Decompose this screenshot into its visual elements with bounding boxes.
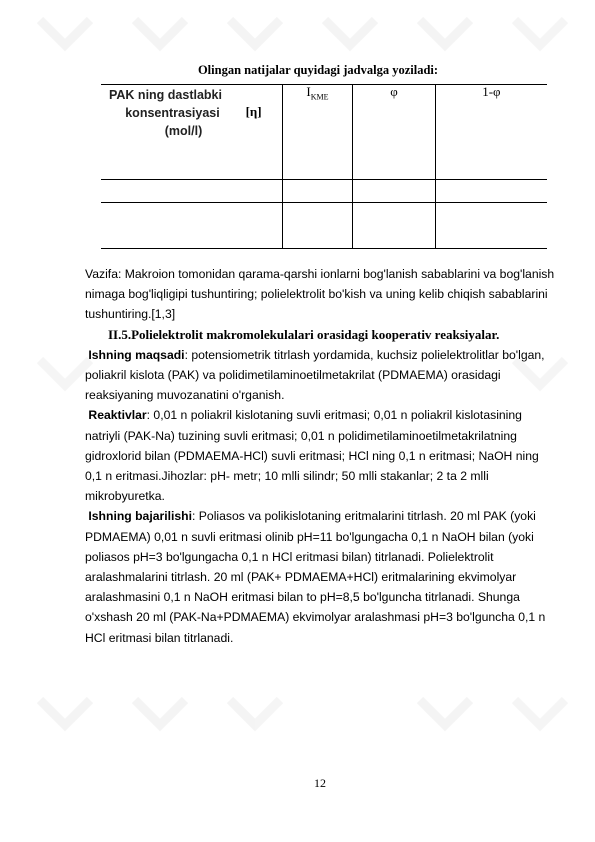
header-conc-line-2: konsentrasiyasi <box>125 106 220 120</box>
procedure-text: : Poliasos va polikislotaning eritmalarini titrlash. 20 ml PAK (yoki PDMAEMA) 0,01 n suvli eritmasi olinib pH=11 bo'lgungacha 0,1 n NaOH bilan (yoki poliasos pH=3 bo'lgungacha 0,1 n HCl eritmasi bilan) titrlanadi. Polielektrolit aralashmalarini titrlash. 20 ml (PAK+ PDMAEMA+HCl) eritmalarining ekvimolyar aralashmasini 0,1 n NaOH eritmasi bilan to pH=8,5 bo'lguncha titrlanadi. Shunga o'xshash 20 ml (PAK-Na+PDMAEMA) ekvimolyar aralashmasi pH=3 bo'lguncha 0,1 n HCl eritmasi bilan titrlanadi. <box>85 509 546 645</box>
table-caption: Olingan natijalar quyidagi jadvalga yoziladi: <box>197 63 439 77</box>
table-cell <box>435 202 547 248</box>
table-cell <box>435 179 547 202</box>
table-cell <box>101 202 282 248</box>
table-row <box>101 179 547 202</box>
purpose-paragraph <box>85 345 555 406</box>
table-cell <box>282 179 353 202</box>
table-cell <box>353 179 435 202</box>
table-header-row <box>101 84 547 179</box>
purpose-label: Ishning maqsadi <box>88 347 185 362</box>
header-i-base: I <box>306 84 311 99</box>
header-one-minus-phi: 1-φ <box>435 84 547 179</box>
header-conc-line-3: (mol/l) <box>164 124 203 138</box>
results-table <box>101 84 547 249</box>
reagents-label: Reaktivlar <box>88 408 147 423</box>
body-text <box>85 264 555 648</box>
header-i-sub: KME <box>310 92 329 102</box>
table-cell <box>101 179 282 202</box>
reagents-text: : 0,01 n poliakril kislotaning suvli eritmasi; 0,01 n poliakril kislotasining natriyli (PAK-Na) tuzining suvli eritmasi; 0,01 n polidimetilaminoetilmetakrilatning gidroxlorid bilan (PDMAEMA-HCl) suvli eritmasi; HCl ning 0,1 n eritmasi; NaOH ning 0,1 n eritmasi.Jihozlar: pH- metr; 10 mlli silindr; 50 mlli stakanlar; 2 ta 2 mlli mikrobyuretka. <box>85 408 539 504</box>
section-title: II.5.Polielektrolit makromolekulalari orasidagi kooperativ reaksiyalar. <box>108 326 500 342</box>
header-conc-line-1: PAK ning dastlabki <box>109 88 222 102</box>
header-i-kme <box>282 84 353 179</box>
purpose-text: : potensiometrik titrlash yordamida, kuchsiz polielektrolitlar bo'lgan, poliakril kislota (PAK) va polidimetilaminoetilmetakrilat (PDMAEMA) orasidagi reaksiyaning muvozanatini o'rganish. <box>85 347 545 403</box>
task-paragraph: Vazifa: Makroion tomonidan qarama-qarshi ionlarni bog'lanish sabablarini va bog'lanish nimaga bog'liqligipi tushuntiring; polielektrolit bo'kish va uning kelib chiqish sabablarini tushuntiring.[1,3] <box>85 267 555 322</box>
page-number: 12 <box>314 776 326 790</box>
procedure-label: Ishning bajarilishi <box>88 509 193 524</box>
header-phi: φ <box>353 84 435 179</box>
header-concentration <box>101 84 282 179</box>
table-cell <box>282 202 353 248</box>
reagents-paragraph <box>85 405 555 506</box>
header-viscosity: [η] <box>245 104 262 119</box>
procedure-paragraph <box>85 506 555 647</box>
table-cell <box>353 202 435 248</box>
table-row <box>101 202 547 248</box>
